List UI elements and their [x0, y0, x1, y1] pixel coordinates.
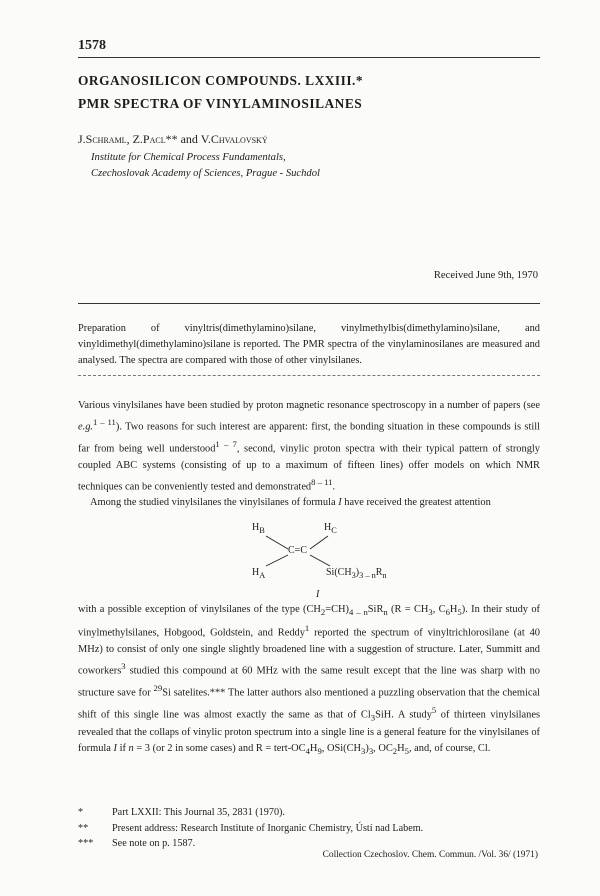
article-title-line1: ORGANOSILICON COMPOUNDS. LXXIII.* [78, 73, 364, 88]
author-list: J.Schraml, Z.Pacl** and V.Chvalovský [78, 132, 268, 146]
affiliation-line1: Institute for Chemical Process Fundamentals, [91, 152, 286, 163]
footnote: * Part LXXII: This Journal 35, 2831 (1970). [78, 807, 285, 818]
atom-hc: $H_C$ [324, 522, 337, 535]
page-number: 1578 [78, 38, 106, 53]
abstract: Preparation of vinyltris(dimethylamino)silane, vinylmethylbis(dimethylamino)silane, and vinyldimethyl(dimethylamino)silane is reported. The PMR spectra of the vinylaminosilanes are measured and analysed. The spectra are compared with those of other vinylsilanes. [78, 323, 540, 366]
structure-bonds [250, 522, 430, 604]
body-continued [78, 602, 540, 760]
affiliation-line2: Czechoslovak Academy of Sciences, Prague - Suchdol [91, 168, 320, 179]
footnote: ** Present address: Research Institute of Inorganic Chemistry, Ústí nad Labem. [78, 822, 424, 834]
atom-ha: $H_A$ [252, 567, 266, 580]
received-date: Received June 9th, 1970 [433, 270, 538, 281]
journal-footer: Collection Czechoslov. Chem. Commun. /Vol. 36/ (1971) [322, 850, 538, 860]
abstract-top-rule [78, 303, 540, 304]
footnotes [78, 805, 423, 852]
vinylsilane-structure-formula [250, 522, 430, 604]
header-rule [78, 57, 540, 58]
paragraph-2: Among the studied vinylsilanes the vinylsilanes of formula I have received the greatest attention [90, 497, 491, 509]
footnote: *** See note on p. 1587. [78, 838, 196, 849]
atom-hb: $H_B$ [252, 522, 265, 535]
silyl-group: $Si(CH_3)_{3 - n}R_n$ [326, 567, 387, 580]
article-title-line2: PMR SPECTRA OF VINYLAMINOSILANES [78, 96, 363, 111]
paragraph-1: Various vinylsilanes have been studied by proton magnetic resonance spectroscopy in a number of papers (see e.g.$^{1 - 11}$). Two reasons for such interest are apparent: first, the bonding situation in these compounds is still far from being well understood$^{1 - 7}$, second, vinylic proton spectra with their typical pattern of strongly coupled ABC systems (consisting of up to a maximum of fifteen lines) offer models on which NMR techniques can be conveniently tested and demonstrated$^{8 - 11}$. [78, 400, 540, 493]
double-bond: C=C [288, 545, 307, 556]
body-intro [78, 398, 540, 512]
abstract-bottom-rule [78, 375, 540, 376]
paragraph-3: with a possible exception of vinylsilanes of the type $(CH_2=CH)_{4 - n}SiR_n$ ($R = CH_3$, $C_6H_5$). In their study of vinylmethylsilanes, Hobgood, Goldstein, and Reddy$^1$ reported the spectrum of vinyltrichlorosilane (at 40 MHz) to consist of only one single slightly broadened line with a suggestion of structure. Later, Summitt and coworkers$^3$ studied this compound at 60 MHz with the same result except that the line was sharp with no structure save for $^{29}$Si satelites.*** The latter authors also mentioned a puzzling observation that the chemical shift of this single line was almost exactly the same as that of $Cl_3SiH$. A study$^5$ of thirteen vinylsilanes revealed that the collaps of vinylic proton spectrum into a single line is a general feature for the vinylsilanes of formula I if n = 3 (or 2 in some cases) and R = tert-$OC_4H_9$, $OSi(CH_3)_3$, $OC_2H_5$, and, of course, Cl. [78, 604, 540, 757]
formula-label: I [316, 589, 320, 600]
